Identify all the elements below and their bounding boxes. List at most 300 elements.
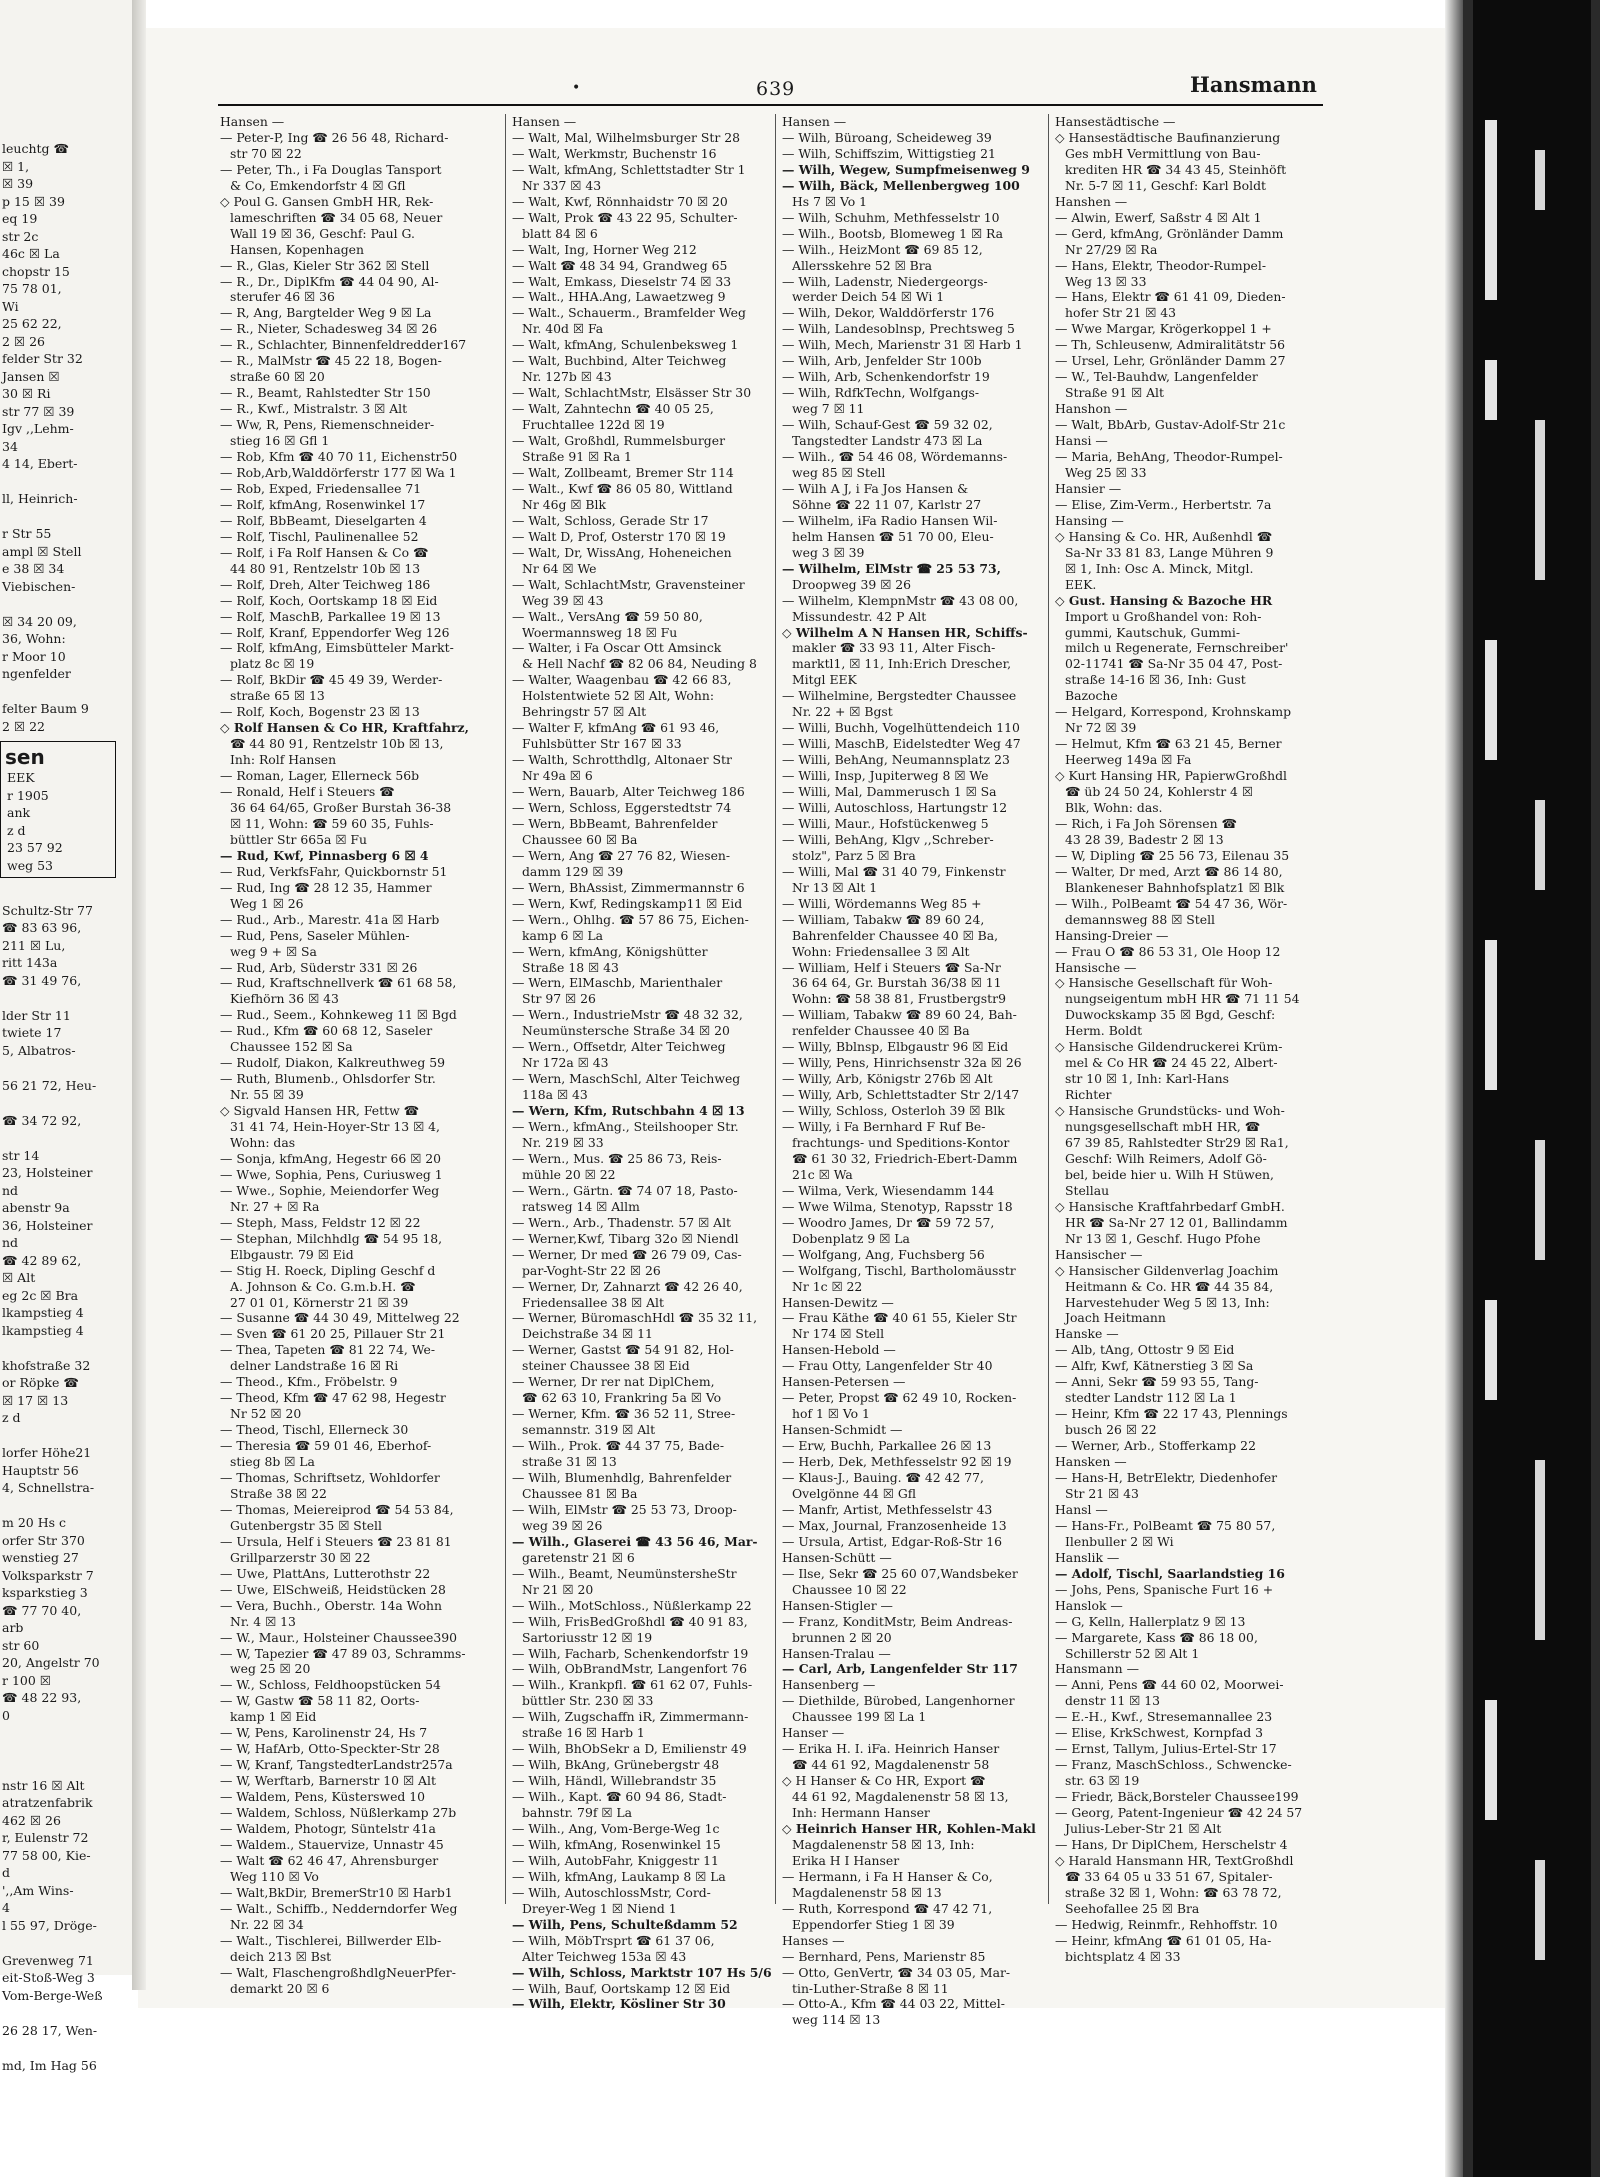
directory-entry: Chaussee 199 ☒ La 1 — [792, 1709, 927, 1725]
directory-entry: — Wilh, Zugschaffn iR, Zimmermann- — [512, 1709, 749, 1725]
directory-entry: sterufer 46 ☒ 36 — [230, 289, 335, 305]
directory-entry: — Wern, MaschSchl, Alter Teichweg — [512, 1071, 741, 1087]
previous-page-line: Grevenweg 71 — [2, 1952, 94, 1968]
directory-entry: — Wilh, kfmAng, Laukamp 8 ☒ La — [512, 1868, 726, 1884]
section-heading: Hanshon — — [1055, 401, 1128, 417]
directory-entry: — Rob,Arb,Walddörferstr 177 ☒ Wa 1 — [220, 464, 457, 480]
previous-page-line: p 15 ☒ 39 — [2, 193, 65, 209]
directory-entry: — Wern., kfmAng., Steilshooper Str. — [512, 1119, 739, 1135]
directory-entry: krediten HR ☎ 34 43 45, Steinhöft — [1065, 161, 1287, 177]
directory-entry: ☎ 33 64 05 u 33 51 67, Spitaler- — [1065, 1868, 1273, 1884]
directory-entry: — Walt, SchlachtMstr, Gravensteiner — [512, 576, 745, 592]
directory-entry: — Wilh., MotSchloss., Nüßlerkamp 22 — [512, 1597, 752, 1613]
directory-entry: Ges mbH Vermittlung von Bau- — [1065, 145, 1261, 161]
section-heading: Hansen-Schütt — — [782, 1549, 892, 1565]
directory-entry: — Wern, BhAssist, Zimmermannstr 6 — [512, 879, 745, 895]
band-glyph — [1485, 640, 1497, 760]
directory-entry: — Bernhard, Pens, Marienstr 85 — [782, 1948, 986, 1964]
directory-entry: bichtsplatz 4 ☒ 33 — [1065, 1948, 1181, 1964]
directory-entry: — Wern, ElMaschb, Marienthaler — [512, 975, 723, 991]
directory-entry: mel & Co HR ☎ 24 45 22, Albert- — [1065, 1055, 1278, 1071]
directory-entry: marktl1, ☒ 11, Inh:Erich Drescher, — [792, 656, 1012, 672]
directory-entry: weg 3 ☒ 39 — [792, 544, 865, 560]
section-heading: Hansen — — [782, 114, 847, 129]
directory-entry: Wall 19 ☒ 36, Geschf: Paul G. — [230, 225, 415, 241]
directory-entry: — Walt, Dr, WissAng, Hoheneichen — [512, 544, 732, 560]
section-heading: Hansen-Schmidt — — [782, 1422, 903, 1438]
directory-entry: Str 97 ☒ 26 — [522, 991, 596, 1007]
directory-entry: — Wilh, ElMstr ☎ 25 53 73, Droop- — [512, 1501, 737, 1517]
directory-entry: — Wilh, Bauf, Oortskamp 12 ☒ Eid — [512, 1980, 731, 1996]
directory-entry: — Walt, Ing, Horner Weg 212 — [512, 241, 697, 257]
directory-entry: renfelder Chaussee 40 ☒ Ba — [792, 1023, 970, 1039]
directory-entry: — Wilh, Schloss, Marktstr 107 Hs 5/6 — [512, 1964, 772, 1980]
directory-entry: — Wilh., Prok. ☎ 44 37 75, Bade- — [512, 1438, 725, 1454]
previous-page-line: ampl ☒ Stell — [2, 543, 82, 559]
directory-entry: — Thomas, Meiereiprod ☎ 54 53 84, — [220, 1501, 454, 1517]
previous-page-line: felter Baum 9 — [2, 701, 89, 716]
directory-entry: Allersskehre 52 ☒ Bra — [792, 257, 933, 273]
directory-entry: ☒ 1, Inh: Osc A. Minck, Mitgl. — [1065, 560, 1254, 576]
previous-page-line: lkampstieg 4 — [2, 1305, 84, 1320]
directory-entry: — Walt., Schiffb., Nedderndorfer Weg — [220, 1900, 458, 1916]
previous-page-line: Igv ,,Lehm- — [2, 421, 74, 436]
directory-entry: A. Johnson & Co. G.m.b.H. ☎ — [230, 1278, 416, 1294]
directory-entry: Woermannsweg 18 ☒ Fu — [522, 624, 678, 640]
previous-page-line: r 100 ☒ — [2, 1672, 51, 1688]
directory-entry: ◇ Hansische Gildendruckerei Krüm- — [1055, 1039, 1283, 1055]
directory-entry: — Hans-Fr., PolBeamt ☎ 75 80 57, — [1055, 1517, 1276, 1533]
directory-entry: Straße 91 ☒ Alt — [1065, 385, 1164, 401]
previous-page-line: Jansen ☒ — [2, 368, 60, 384]
directory-entry: — Peter, Propst ☎ 62 49 10, Rocken- — [782, 1390, 1017, 1406]
directory-entry: — Wilh., Bootsb, Blomeweg 1 ☒ Ra — [782, 225, 1004, 241]
directory-entry: str. 63 ☒ 19 — [1065, 1773, 1140, 1789]
directory-entry: Grillparzerstr 30 ☒ 22 — [230, 1549, 371, 1565]
section-heading: Hansen — — [512, 114, 577, 129]
directory-entry: — Adolf, Tischl, Saarlandstieg 16 — [1055, 1565, 1285, 1581]
directory-entry: Geschf: Wilh Reimers, Adolf Gö- — [1065, 1150, 1267, 1166]
directory-entry: ☎ 61 30 32, Friedrich-Ebert-Damm — [792, 1150, 1018, 1166]
directory-entry: — Wilh, Büroang, Scheideweg 39 — [782, 129, 992, 145]
directory-entry: Holstentwiete 52 ☒ Alt, Wohn: — [522, 688, 715, 704]
directory-entry: — Stephan, Milchhdlg ☎ 54 95 18, — [220, 1230, 443, 1246]
directory-entry: Nr 46g ☒ Blk — [522, 496, 606, 512]
directory-entry: — Rud., Arb., Marestr. 41a ☒ Harb — [220, 911, 440, 927]
directory-entry: — W, Gastw ☎ 58 11 82, Oorts- — [220, 1693, 420, 1709]
directory-entry: 36 64 64/65, Großer Burstah 36-38 — [230, 799, 452, 815]
directory-entry: Magdalenenstr 58 ☒ 13 — [792, 1884, 942, 1900]
directory-entry: Missundestr. 42 P Alt — [792, 608, 927, 624]
directory-entry: Nr 27/29 ☒ Ra — [1065, 241, 1158, 257]
band-glyph — [1485, 1300, 1497, 1400]
directory-entry: ◇ Poul G. Gansen GmbH HR, Rek- — [220, 193, 434, 209]
section-heading: Hansen-Tralau — — [782, 1645, 891, 1661]
directory-entry: — Wern, Kfm, Rutschbahn 4 ☒ 13 — [512, 1103, 745, 1119]
directory-entry: — Roman, Lager, Ellerneck 56b — [220, 768, 420, 784]
previous-page-line: 5, Albatros- — [2, 1042, 76, 1058]
box-ad-line: z d — [7, 822, 26, 838]
previous-page-line: 462 ☒ 26 — [2, 1812, 61, 1828]
directory-entry: 27 01 01, Körnerstr 21 ☒ 39 — [230, 1294, 409, 1310]
directory-entry: busch 26 ☒ 22 — [1065, 1422, 1157, 1438]
previous-page-line: ☒ 1, — [2, 158, 30, 174]
directory-entry: — Walter, Dr med, Arzt ☎ 86 14 80, — [1055, 863, 1283, 879]
directory-entry: Mitgl EEK — [792, 672, 857, 688]
previous-page-line — [0, 1129, 136, 1147]
directory-entry: Weg 25 ☒ 33 — [1065, 464, 1147, 480]
directory-entry: — Wern., IndustrieMstr ☎ 48 32 32, — [512, 1007, 743, 1023]
directory-entry: Nr 174 ☒ Stell — [792, 1326, 885, 1342]
directory-entry: Nr 49a ☒ 6 — [522, 768, 593, 784]
directory-entry: — Walt, BbArb, Gustav-Adolf-Str 21c — [1055, 417, 1286, 433]
previous-page-line — [0, 508, 136, 526]
directory-entry: weg 9 + ☒ Sa — [230, 943, 317, 959]
previous-page-line — [0, 2004, 136, 2022]
directory-entry: — Walt, FlaschengroßhdlgNeuerPfer- — [220, 1964, 456, 1980]
directory-entry: — Stig H. Roeck, Dipling Geschf d — [220, 1262, 436, 1278]
directory-entry: — Willi, BehAng, Neumannsplatz 23 — [782, 752, 1010, 768]
directory-entry: Straße 91 ☒ Ra 1 — [522, 449, 632, 465]
directory-entry: helm Hansen ☎ 51 70 00, Eleu- — [792, 528, 994, 544]
previous-page-line: ☒ Alt — [2, 1270, 36, 1285]
previous-page-line: 2 ☒ 26 — [2, 333, 46, 349]
directory-entry: Inh: Rolf Hansen — [230, 752, 337, 768]
previous-page-line: eit-Stoß-Weg 3 — [2, 1970, 95, 1985]
directory-entry: Magdalenenstr 58 ☒ 13, Inh: — [792, 1836, 975, 1852]
directory-entry: — Walt, Schloss, Gerade Str 17 — [512, 512, 709, 528]
directory-entry: — Ursula, Helf i Steuers ☎ 23 81 81 — [220, 1533, 452, 1549]
directory-entry: — Walth, Schrotthdlg, Altonaer Str — [512, 752, 732, 768]
previous-page-line: ☎ 48 22 93, — [2, 1690, 82, 1705]
directory-entry: — Wilh, Blumenhdlg, Bahrenfelder — [512, 1470, 732, 1486]
directory-entry: Gutenbergstr 35 ☒ Stell — [230, 1517, 382, 1533]
directory-entry: — Walt ☎ 48 34 94, Grandweg 65 — [512, 257, 728, 273]
directory-entry: frachtungs- und Speditions-Kontor — [792, 1135, 1010, 1150]
directory-entry: Blk, Wohn: das. — [1065, 799, 1163, 815]
previous-page-line: 36, Holsteiner — [2, 1217, 93, 1233]
directory-entry: — Willy, Arb, Königstr 276b ☒ Alt — [782, 1071, 993, 1087]
directory-entry: — Wern., Offsetdr, Alter Teichweg — [512, 1039, 726, 1055]
directory-entry: — Werner, Gastst ☎ 54 91 82, Hol- — [512, 1342, 734, 1358]
previous-page-line: ☒ 34 20 09, — [2, 613, 77, 629]
previous-page-line: Vom-Berge-Weß — [2, 1987, 103, 2003]
previous-page-line: str 77 ☒ 39 — [2, 403, 75, 419]
directory-entry: — Hans-H, BetrElektr, Diedenhofer — [1055, 1470, 1278, 1486]
directory-entry: — Wilh., Ang, Vom-Berge-Weg 1c — [512, 1820, 720, 1836]
section-heading: Hanser — — [782, 1725, 845, 1741]
directory-entry: — Rud, Arb, Süderstr 331 ☒ 26 — [220, 959, 418, 975]
directory-entry: Nr 337 ☒ 43 — [522, 177, 602, 193]
directory-entry: — Walt., HHA.Ang, Lawaetzweg 9 — [512, 289, 726, 305]
previous-page-line: str 60 — [2, 1637, 40, 1653]
directory-entry: Friedensallee 38 ☒ Alt — [522, 1294, 664, 1310]
directory-entry: — Wilh, Bäck, Mellenbergweg 100 — [782, 177, 1020, 193]
column-separator — [775, 114, 776, 1904]
directory-entry: straße 32 ☒ 1, Wohn: ☎ 63 78 72, — [1065, 1884, 1282, 1900]
section-heading: Hansken — — [1055, 1454, 1127, 1470]
directory-entry: — Anni, Sekr ☎ 59 93 55, Tang- — [1055, 1374, 1259, 1390]
directory-entry: Wohn: das — [230, 1135, 296, 1150]
column-separator — [1048, 114, 1049, 1904]
directory-entry: — Carl, Arb, Langenfelder Str 117 — [782, 1661, 1018, 1677]
section-heading: Hansmann — — [1055, 1661, 1139, 1677]
directory-entry: Bazoche — [1065, 688, 1118, 704]
directory-entry: — Ronald, Helf i Steuers ☎ — [220, 784, 395, 800]
directory-entry: — Wilhelm, iFa Radio Hansen Wil- — [782, 512, 998, 528]
directory-entry: — William, Helf i Steuers ☎ Sa-Nr — [782, 959, 1001, 975]
directory-entry: str 70 ☒ 22 — [230, 145, 302, 161]
directory-entry: — Wwe Wilma, Stenotyp, Rapsstr 18 — [782, 1198, 1013, 1214]
previous-page-lines-bottom — [0, 884, 136, 2074]
directory-entry: — Friedr, Bäck,Borsteler Chaussee199 — [1055, 1789, 1299, 1805]
section-heading: Hansing-Dreier — — [1055, 927, 1169, 943]
directory-entry: — Theod., Kfm., Fröbelstr. 9 — [220, 1374, 398, 1390]
directory-entry: Söhne ☎ 22 11 07, Karlstr 27 — [792, 496, 982, 512]
directory-entry: — Waldem, Pens, Küsterswed 10 — [220, 1789, 426, 1805]
directory-entry: — Wilhelmine, Bergstedter Chaussee — [782, 688, 1017, 704]
directory-entry: — Waldem., Stauervize, Unnastr 45 — [220, 1836, 444, 1852]
directory-entry: gummi, Kautschuk, Gummi- — [1065, 624, 1241, 640]
directory-entry: ◇ Hansestädtische Baufinanzierung — [1055, 129, 1281, 145]
directory-entry: — W, Kranf, TangstedterLandstr257a — [220, 1757, 453, 1773]
directory-entry: — Rud, Pens, Saseler Mühlen- — [220, 927, 410, 943]
directory-entry: ◇ Hansische Grundstücks- und Woh- — [1055, 1103, 1285, 1119]
previous-page-line: 46c ☒ La — [2, 246, 60, 261]
directory-entry: — Wilh A J, i Fa Jos Hansen & — [782, 480, 969, 496]
previous-page-line: arb — [2, 1620, 24, 1635]
directory-entry: Dreyer-Weg 1 ☒ Niend 1 — [522, 1900, 677, 1916]
directory-entry: — Walt, Prok ☎ 43 22 95, Schulter- — [512, 209, 738, 225]
directory-entry: — Wilh, Schuhm, Methfesselstr 10 — [782, 209, 1000, 225]
directory-entry: ◇ Harald Hansmann HR, TextGroßhdl — [1055, 1852, 1294, 1868]
directory-entry: HR ☎ Sa-Nr 27 12 01, Ballindamm — [1065, 1214, 1288, 1230]
directory-entry: 44 61 92, Magdalenenstr 58 ☒ 13, — [792, 1789, 1009, 1805]
directory-entry: Weg 39 ☒ 43 — [522, 592, 604, 608]
directory-entry: garetenstr 21 ☒ 6 — [522, 1549, 635, 1565]
directory-entry: ratsweg 14 ☒ Allm — [522, 1198, 640, 1214]
directory-entry: — Wwe Margar, Krögerkoppel 1 + — [1055, 321, 1272, 337]
previous-page-line: nstr 16 ☒ Alt — [2, 1777, 85, 1793]
directory-entry: 21c ☒ Wa — [792, 1166, 853, 1182]
directory-entry: — Frau Otty, Langenfelder Str 40 — [782, 1358, 993, 1374]
directory-entry: — Rolf, Dreh, Alter Teichweg 186 — [220, 576, 431, 592]
directory-entry: Nr 64 ☒ We — [522, 560, 597, 576]
directory-entry: — Wwe., Sophie, Meiendorfer Weg — [220, 1182, 440, 1198]
directory-entry: EEK. — [1065, 576, 1097, 592]
directory-entry: stolz", Parz 5 ☒ Bra — [792, 847, 916, 863]
directory-entry: — Hans, Elektr ☎ 61 41 09, Dieden- — [1055, 289, 1286, 305]
directory-entry: ◇ Rolf Hansen & Co HR, Kraftfahrz, — [220, 720, 469, 736]
box-ad-line: EEK — [7, 770, 35, 785]
directory-entry: — R., Schlachter, Binnenfeldredder167 — [220, 337, 467, 353]
previous-page-line — [0, 683, 136, 701]
directory-entry: — Rich, i Fa Joh Sörensen ☎ — [1055, 815, 1237, 831]
section-heading: Hansen-Stigler — — [782, 1597, 893, 1613]
directory-entry: Nr 72 ☒ 39 — [1065, 720, 1137, 736]
directory-entry: Fuhlsbütter Str 167 ☒ 33 — [522, 736, 682, 752]
previous-page-line: 211 ☒ Lu, — [2, 937, 66, 953]
previous-page-line: 20, Angelstr 70 — [2, 1655, 100, 1670]
previous-page-line: leuchtg ☎ — [2, 141, 70, 156]
previous-page-line: Viebischen- — [2, 578, 76, 594]
directory-entry: — Willi, Mal, Dammerusch 1 ☒ Sa — [782, 784, 997, 800]
directory-entry: werder Deich 54 ☒ Wi 1 — [792, 289, 945, 305]
section-heading: Hansing — — [1055, 512, 1124, 528]
previous-page-line: twiete 17 — [2, 1025, 62, 1040]
band-glyph — [1485, 360, 1497, 420]
directory-entry: — Rolf, Koch, Bogenstr 23 ☒ 13 — [220, 704, 420, 720]
directory-entry: — Wilh, RdfkTechn, Wolfgangs- — [782, 385, 980, 401]
previous-page-line — [0, 1759, 136, 1777]
previous-page-line: 25 62 22, — [2, 316, 62, 331]
directory-entry: — G, Kelln, Hallerplatz 9 ☒ 13 — [1055, 1613, 1246, 1629]
directory-entry: — R., Kwf., Mistralstr. 3 ☒ Alt — [220, 401, 408, 417]
directory-entry: Nr 172a ☒ 43 — [522, 1055, 609, 1071]
directory-entry: ◇ Hansische Kraftfahrbedarf GmbH. — [1055, 1198, 1285, 1214]
directory-entry: — Rolf, BkDir ☎ 45 49 39, Werder- — [220, 672, 443, 688]
band-edge — [1445, 0, 1463, 2177]
directory-entry: — Hans, Elektr, Theodor-Rumpel- — [1055, 257, 1267, 273]
directory-entry: — W., Tel-Bauhdw, Langenfelder — [1055, 369, 1258, 385]
previous-page-line: 26 28 17, Wen- — [2, 2022, 98, 2038]
directory-entry: — Rud, Kwf, Pinnasberg 6 ☒ 4 — [220, 847, 429, 863]
directory-entry: — Alfr, Kwf, Kätnerstieg 3 ☒ Sa — [1055, 1358, 1254, 1374]
directory-entry: Stellau — [1065, 1182, 1110, 1198]
directory-entry: ◇ Gust. Hansing & Bazoche HR — [1055, 592, 1273, 608]
directory-entry: kamp 1 ☒ Eid — [230, 1709, 317, 1725]
directory-entry: — Willy, Schloss, Osterloh 39 ☒ Blk — [782, 1103, 1005, 1119]
directory-entry: Dobenplatz 9 ☒ La — [792, 1230, 910, 1246]
page-dot: • — [572, 80, 581, 96]
directory-entry: semannstr. 319 ☒ Alt — [522, 1422, 656, 1438]
directory-entry: — Rolf, kfmAng, Eimsbütteler Markt- — [220, 640, 454, 656]
directory-entry: — Wilh., Krankpfl. ☎ 61 62 07, Fuhls- — [512, 1677, 753, 1693]
directory-entry: — Rolf, Koch, Oortskamp 18 ☒ Eid — [220, 592, 438, 608]
previous-page-line: atratzenfabrik — [2, 1795, 93, 1810]
directory-entry: deich 213 ☒ Bst — [230, 1948, 332, 1964]
directory-entry: — Wilh, Arb, Jenfelder Str 100b — [782, 353, 982, 369]
box-ad-line: 23 57 92 — [7, 840, 63, 855]
directory-entry: — Wern., Arb., Thadenstr. 57 ☒ Alt — [512, 1214, 732, 1230]
previous-page-line: 34 — [2, 438, 18, 454]
previous-page-line: z d — [2, 1410, 21, 1425]
directory-entry: weg 39 ☒ 26 — [522, 1517, 603, 1533]
section-heading: Hanslok — — [1055, 1597, 1123, 1613]
directory-entry: — Wolfgang, Ang, Fuchsberg 56 — [782, 1246, 985, 1262]
directory-entry: — Wilh., Beamt, NeumünstersheStr — [512, 1565, 737, 1581]
previous-page-line: eg 2c ☒ Bra — [2, 1287, 79, 1303]
previous-page-fragment — [0, 0, 136, 2073]
directory-entry: — Walt ☎ 62 46 47, Ahrensburger — [220, 1852, 439, 1868]
band-glyph — [1535, 800, 1545, 890]
previous-page-line: md, Im Hag 56 — [2, 2057, 97, 2073]
directory-entry: — Wern, BbBeamt, Bahrenfelder — [512, 815, 718, 831]
directory-entry: Julius-Leber-Str 21 ☒ Alt — [1065, 1820, 1222, 1836]
directory-entry: weg 7 ☒ 11 — [792, 401, 865, 417]
previous-page-line: eq 19 — [2, 211, 38, 226]
directory-entry: hofer Str 21 ☒ 43 — [1065, 305, 1177, 321]
previous-page-line: m 20 Hs c — [2, 1515, 66, 1530]
directory-entry: — Wilh, Elektr, Kösliner Str 30 — [512, 1996, 726, 2012]
directory-entry: 43 28 39, Badestr 2 ☒ 13 — [1065, 831, 1224, 847]
directory-entry: büttler Str 665a ☒ Fu — [230, 831, 367, 847]
directory-entry: — Max, Journal, Franzosenheide 13 — [782, 1517, 1007, 1533]
section-heading: Hansen-Dewitz — — [782, 1294, 894, 1310]
directory-entry: — Wern., Gärtn. ☎ 74 07 18, Pasto- — [512, 1182, 738, 1198]
box-ad-heading: sen — [5, 745, 45, 769]
directory-entry: Weg 13 ☒ 33 — [1065, 273, 1147, 289]
directory-entry: Chaussee 152 ☒ Sa — [230, 1039, 353, 1055]
directory-entry: — Rolf, Tischl, Paulinenallee 52 — [220, 528, 419, 544]
directory-entry: — Thomas, Schriftsetz, Wohldorfer — [220, 1470, 440, 1486]
directory-entry: — Wilh., HeizMont ☎ 69 85 12, — [782, 241, 983, 257]
directory-entry: — Elise, Zim-Verm., Herbertstr. 7a — [1055, 496, 1272, 512]
directory-entry: — E.-H., Kwf., Stresemannallee 23 — [1055, 1709, 1273, 1725]
previous-page-line: Wi — [2, 298, 19, 314]
directory-entry: — Hans, Dr DiplChem, Herschelstr 4 — [1055, 1836, 1288, 1852]
directory-entry: — Otto, GenVertr, ☎ 34 03 05, Mar- — [782, 1964, 1011, 1980]
page-number: 639 — [756, 78, 796, 100]
directory-entry: — Frau O ☎ 86 53 31, Ole Hoop 12 — [1055, 943, 1281, 959]
directory-entry: — Theod, Kfm ☎ 47 62 98, Hegestr — [220, 1390, 446, 1406]
directory-entry: — Wilhelm, KlempnMstr ☎ 43 08 00, — [782, 592, 1019, 608]
directory-entry: — R., Dr., DiplKfm ☎ 44 04 90, Al- — [220, 273, 439, 289]
directory-entry: — W., Schloss, Feldhoopstücken 54 — [220, 1677, 441, 1693]
directory-entry: — Helgard, Korrespond, Krohnskamp — [1055, 704, 1292, 720]
section-heading: Hansenberg — — [782, 1677, 876, 1693]
directory-entry: — Wilh, BkAng, Grünebergstr 48 — [512, 1757, 720, 1773]
previous-page-line: or Röpke ☎ — [2, 1375, 79, 1390]
directory-column-1 — [220, 114, 502, 1996]
directory-entry: — Wilh, ObBrandMstr, Langenfort 76 — [512, 1661, 748, 1677]
directory-entry: Hs 7 ☒ Vo 1 — [792, 193, 868, 209]
previous-page-line: ll, Heinrich- — [2, 491, 78, 506]
previous-page-line: 30 ☒ Ri — [2, 386, 51, 401]
directory-entry: — Frau Käthe ☎ 40 61 55, Kieler Str — [782, 1310, 1017, 1326]
previous-page-line: e 38 ☒ 34 — [2, 561, 65, 576]
previous-page-line: 0 — [2, 1707, 10, 1723]
previous-page-line: 4 14, Ebert- — [2, 456, 78, 471]
section-heading: Hanshen — — [1055, 193, 1128, 209]
directory-entry: Nr. 22 ☒ 34 — [230, 1916, 304, 1932]
previous-page-line: chopstr 15 — [2, 263, 70, 279]
directory-entry: — Wilh, Wegew, Sumpfmeisenweg 9 — [782, 161, 1030, 177]
section-heading: Hanske — — [1055, 1326, 1119, 1342]
directory-entry: ◇ Hansische Gesellschaft für Woh- — [1055, 975, 1273, 991]
directory-entry: — Herb, Dek, Methfesselstr 92 ☒ 19 — [782, 1454, 1012, 1470]
directory-entry: Sa-Nr 33 81 83, Lange Mühren 9 — [1065, 544, 1274, 560]
directory-entry: — Otto-A., Kfm ☎ 44 03 22, Mittel- — [782, 1996, 1005, 2012]
directory-entry: — Werner, BüromaschHdl ☎ 35 32 11, — [512, 1310, 758, 1326]
directory-entry: — Theod, Tischl, Ellerneck 30 — [220, 1422, 409, 1438]
directory-entry: weg 114 ☒ 13 — [792, 2012, 881, 2028]
directory-entry: — Werner, Kfm. ☎ 36 52 11, Stree- — [512, 1406, 736, 1422]
directory-entry: — Walt, Emkass, Dieselstr 74 ☒ 33 — [512, 273, 732, 289]
directory-entry: — Wilma, Verk, Wiesendamm 144 — [782, 1182, 995, 1198]
directory-entry: Deichstraße 34 ☒ 11 — [522, 1326, 653, 1342]
directory-entry: — Heinr, Kfm ☎ 22 17 43, Plennings — [1055, 1406, 1288, 1422]
previous-page-line — [0, 1339, 136, 1357]
previous-page-box-ad — [0, 741, 116, 878]
previous-page-line: lder Str 11 — [2, 1007, 71, 1023]
section-heading: Hansen — — [220, 114, 285, 129]
directory-entry: — Gerd, kfmAng, Grönländer Damm — [1055, 225, 1284, 241]
band-glyph — [1485, 940, 1497, 1090]
previous-page-line: wenstieg 27 — [2, 1550, 79, 1565]
directory-entry: — Willi, Maur., Hofstückenweg 5 — [782, 815, 989, 831]
previous-page-line: 75 78 01, — [2, 281, 62, 296]
